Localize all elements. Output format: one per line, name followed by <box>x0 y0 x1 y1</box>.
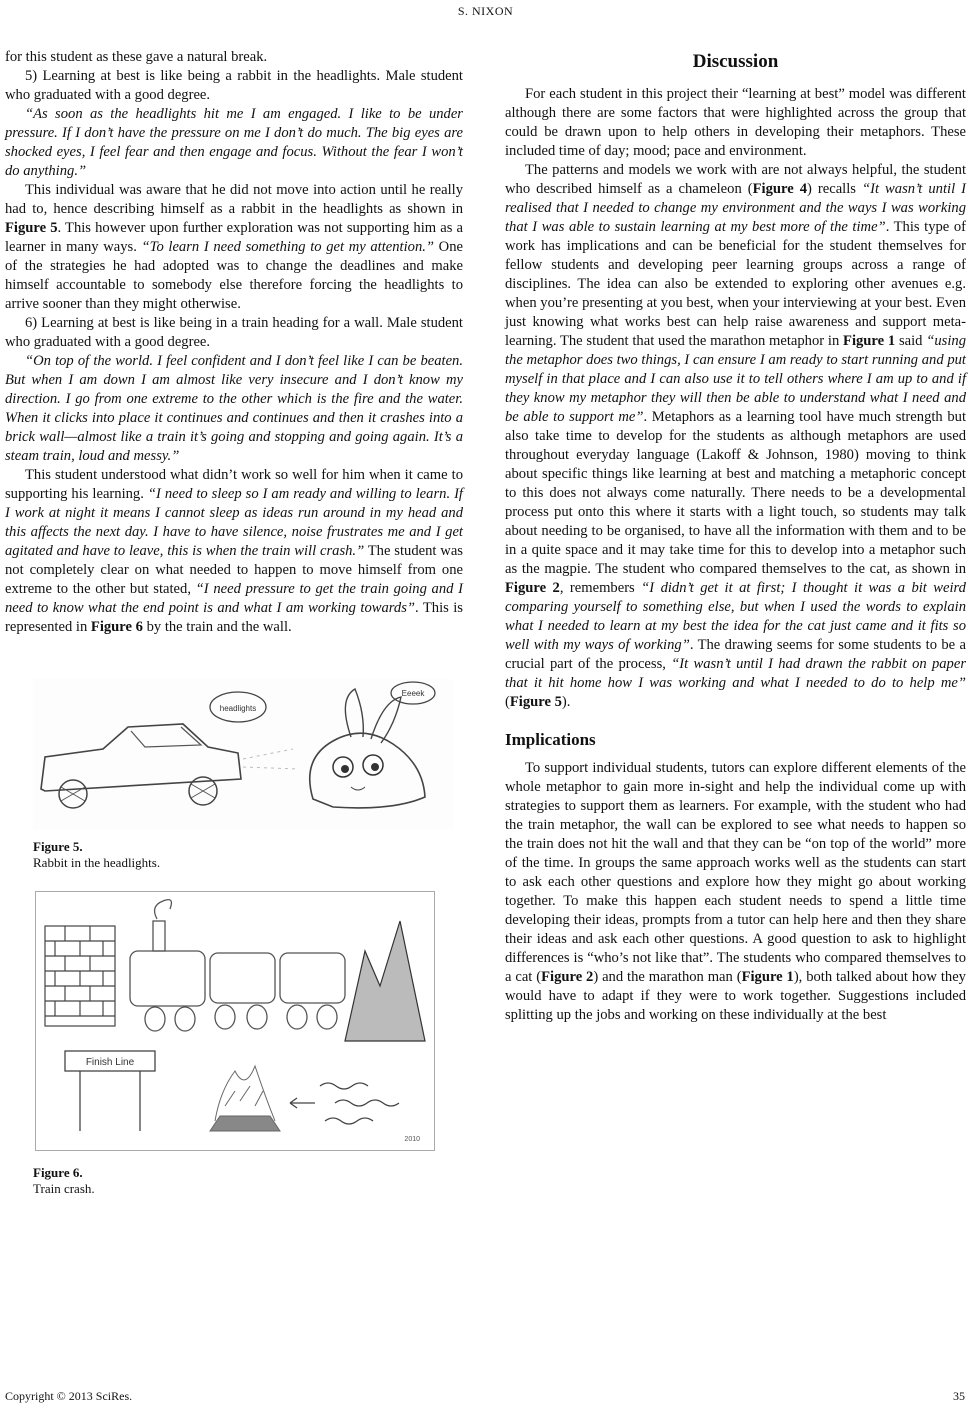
figure-ref: Figure 5 <box>5 220 58 236</box>
figure-ref: Figure 2 <box>505 580 560 596</box>
paragraph: 5) Learning at best is like being a rabbit in the headlights. Male student who graduated with a good degree. <box>5 68 463 103</box>
copyright: Copyright © 2013 SciRes. <box>5 1389 133 1403</box>
paragraph: To support individual students, tutors can explore different elements of the whole metaphor to gain more in-sight and help the individual come up with strategies to support them as learners. For example, with the student who had the train metaphor, the wall can be explored to see what needs to happen so the train does not hit the wall and that they can be “on top of the world” more of the time. In groups the same approach works well as the students can start to ask each other questions and explore how they might go about working together. To make this happen each student needs to spend a little time developing their ideas, prompts from a tutor can help here and then they share their ideas and ask each other questions. A good question to ask to highlight differences is “who’s not like that”. The students who compared themselves to a cat (Figure 2) and the marathon man (Figure 1), both talked about how they would have to adapt if they were to work together. Suggestions included splitting up the jobs and working on these individually at the best <box>505 760 966 1023</box>
figure-6-caption-text: Train crash. <box>33 1181 95 1196</box>
implications-heading: Implications <box>505 730 596 749</box>
page-number: 35 <box>953 1389 965 1403</box>
figure-6-label: Figure 6. <box>33 1165 83 1180</box>
train-crash-drawing <box>35 891 435 1151</box>
paragraph: This individual was aware that he did not move into action until he really had to, hence describing himself as a rabbit in the headlights as shown in Figure 5. This however upon further exploration was not supporting him as a learner in many ways. “To learn I need something to get my attention.” One of the strategies he had adopted was to change the deadlines and make himself accountable to somebody else therefore forcing the headlights to arrive sooner than they might otherwise. <box>5 182 463 312</box>
figure-5-label: Figure 5. <box>33 839 83 854</box>
paragraph: This student understood what didn’t work so well for him when it came to supporting his learning. “I need to sleep so I am ready and willing to learn. If I work at night it means I cannot sleep as ideas run around in my head and this affects the next day. I have to have silence, noise frustrates me and I get agitated and have to leave, this is when the train will crash.” The student was not completely clear on what needed to happen to move himself from one extreme to the other but stated, “I need pressure to get the train going and I need to know what the end point is and what I am working towards”. This is represented in Figure 6 by the train and the wall. <box>5 467 464 635</box>
paragraph: 6) Learning at best is like being in a train heading for a wall. Male student who graduated with a good degree. <box>5 315 463 350</box>
quote-paragraph: “On top of the world. I feel confident and I don’t feel like I can be beaten. But when I am down I am almost like very insecure and I don’t know my direction. I go from one extreme to the other which is the fire and the water. When it clicks into place it continues and continues and then it crashes into a brick wall—almost like a train it’s going and stopping and going again. It’s a steam train, loud and messy.” <box>5 353 463 464</box>
figure-ref: Figure 4 <box>752 181 808 197</box>
running-head: S. NIXON <box>457 4 514 18</box>
artist-signature: 2010 <box>404 1136 420 1143</box>
figure-ref: Figure 5 <box>509 694 562 710</box>
figure-ref: Figure 6 <box>90 619 143 635</box>
discussion-heading: Discussion <box>692 51 779 72</box>
figure-6-caption <box>33 1165 463 1197</box>
figure-5-caption-text: Rabbit in the headlights. <box>33 855 161 870</box>
right-column <box>505 48 966 1025</box>
figure-ref: Figure 1 <box>843 333 896 349</box>
figure-5 <box>5 679 463 871</box>
left-column <box>5 48 463 1197</box>
figure-ref: Figure 2 <box>541 969 594 985</box>
figure-5-caption <box>33 839 463 871</box>
page-footer <box>5 1389 965 1404</box>
bubble-eeeek: Eeeek <box>401 689 425 698</box>
figure-ref: Figure 1 <box>741 969 794 985</box>
paragraph: For each student in this project their “learning at best” model was different although there are some factors that were highlighted across the group that could be drawn upon to help others in developing their metaphors. These included time of day; mood; pace and environment. <box>505 86 966 159</box>
paragraph: for this student as these gave a natural break. <box>5 49 268 65</box>
paragraph: The patterns and models we work with are not always helpful, the student who described himself as a chameleon (Figure 4) recalls “It wasn’t until I realised that I needed to change my environment and the ways I was working that I was able to sustain learning at my best more of the time”. This type of work has implications and can be beneficial for the student themselves for fellow students and developing peer learning groups across a range of disciplines. The idea can also be extended to exploring other avenues e.g. when you’re presenting at you best, when your interviewing at your best. Even just knowing what works best can help raise awareness and support meta-learning. The student that used the marathon metaphor in Figure 1 said “using the metaphor does two things, I can ensure I am ready to start running and put myself in that place and I can also use it to tell others where I am up to and if they know my metaphor they will then be able to understand what I need and be able to support me”. Metaphors as a learning tool have much strength but also take time to develop for the students as although metaphors are used throughout everyday language (Lakoff & Johnson, 1980) moving to think about specific things like learning at best and matching a metaphoric concept to this does not always come naturally. There needs to be a developmental process put onto this where it starts with a light touch, so students may talk about needing to be organised, to have all the information with them and to be in a quite space and it may take time for this to develop into a metaphor such as the magpie. The student who compared themselves to the cat, as shown in Figure 2, remembers “I didn’t get it at first; I thought it was a bit weird comparing yourself to something else, but when I used the words to explain what I needed to learn at my best the idea for the cat just came and it fits so well with my ways of working”. The drawing seems for some students to be a crucial part of the process, “It wasn’t until I had drawn the rabbit on paper that it hit home how I was working and what I needed to do to help me” (Figure 5). <box>505 162 966 710</box>
quote-paragraph: “As soon as the headlights hit me I am engaged. I like to be under pressure. If I don’t have the pressure on me I don’t do much. The big eyes are shocked eyes, I feel fear and then engage and focus. Without the fear I won’t do anything.” <box>5 106 463 179</box>
figure-6 <box>5 891 463 1197</box>
bubble-headlights: headlights <box>219 704 257 713</box>
rabbit-headlights-drawing <box>33 679 453 829</box>
finish-line-sign: Finish Line <box>85 1057 135 1068</box>
